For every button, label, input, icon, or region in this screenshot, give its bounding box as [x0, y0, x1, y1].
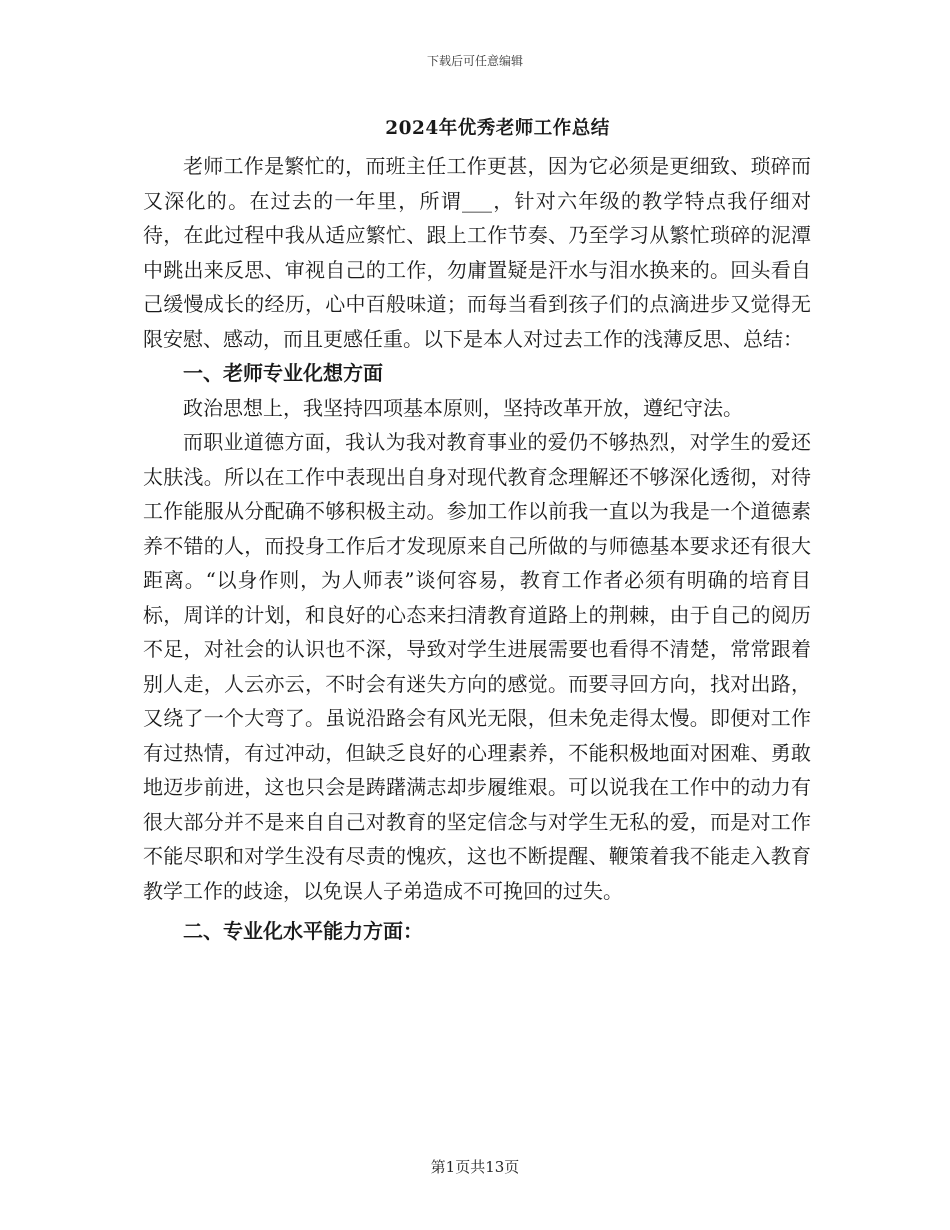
document-body — [143, 149, 811, 949]
intro-paragraph: 老师工作是繁忙的，而班主任工作更甚，因为它必须是更细致、琐碎而又深化的。在过去的一年里，所谓___，针对六年级的教学特点我仔细对待，在此过程中我从适应繁忙、跟上工作节奏、乃至学习从繁忙琐碎的泥潭中跳出来反思、审视自己的工作，勿庸置疑是汗水与泪水换来的。回头看自己缓慢成长的经历，心中百般味道；而每当看到孩子们的点滴进步又觉得无限安慰、感动，而且更感任重。以下是本人对过去工作的浅薄反思、总结： — [143, 154, 811, 351]
page-number: 第1页共13页 — [430, 1158, 520, 1176]
header-note: 下载后可任意编辑 — [426, 54, 523, 68]
section-1-heading: 一、老师专业化想方面 — [183, 361, 383, 385]
section-1-paragraph-2: 而职业道德方面，我认为我对教育事业的爱仍不够热烈，对学生的爱还太肤浅。所以在工作中表现出自身对现代教育念理解还不够深化透彻，对待工作能服从分配确不够积极主动。参加工作以前我一直以为我是一个道德素养不错的人，而投身工作后才发现原来自己所做的与师德基本要求还有很大距离。“以身作则，为人师表”谈何容易，教育工作者必须有明确的培育目标，周详的计划，和良好的心态来扫清教育道路上的荆棘，由于自己的阅历不足，对社会的认识也不深，导致对学生进展需要也看得不清楚，常常跟着别人走，人云亦云，不时会有迷失方向的感觉。而要寻回方向，找对出路，又绕了一个大弯了。虽说沿路会有风光无限，但未免走得太慢。即便对工作有过热情，有过冲动，但缺乏良好的心理素养，不能积极地面对困难、勇敢地迈步前进，这也只会是踌躇满志却步履维艰。可以说我在工作中的动力有很大部分并不是来自自己对教育的坚定信念与对学生无私的爱，而是对工作不能尽职和对学生没有尽责的愧疚，这也不断提醒、鞭策着我不能走入教育教学工作的歧途，以免误人子弟造成不可挽回的过失。 — [143, 430, 811, 903]
section-1-paragraph-1: 政治思想上，我坚持四项基本原则，坚持改革开放，遵纪守法。 — [183, 395, 743, 420]
section-2-heading: 二、专业化水平能力方面： — [183, 919, 423, 943]
document-title: 2024年优秀老师工作总结 — [385, 118, 610, 139]
